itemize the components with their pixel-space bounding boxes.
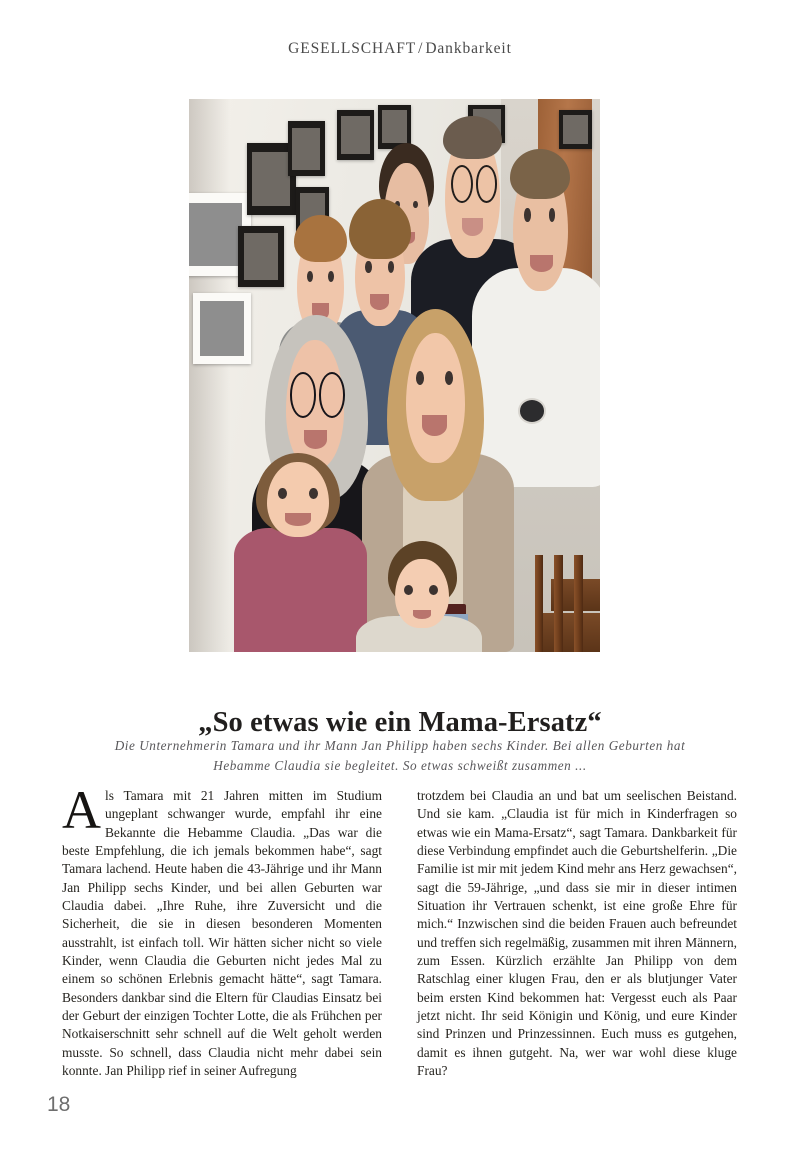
mouth [530, 255, 554, 272]
page-number: 18 [47, 1093, 71, 1116]
photo-scene [189, 99, 600, 652]
body-paragraph-right: trotzdem bei Claudia an und bat um seelischen Beistand. Und sie kam. „Claudia ist für mich in Kinderfragen so etwas wie ein Mama-Ersatz“, sagt Tamara. Dankbarkeit für diese Verbindung empfindet auch die Geburtshelferin. „Die Familie ist mir mit jedem Kind mehr ans Herz gewachsen“, sagt die 59-Jährige, „und dass sie mir in dieser intimen Situation ihr Vertrauen schenkt, ist eine große Ehre für mich.“ Inzwischen sind die beiden Frauen auch befreundet und treffen sich regelmäßig, zusammen mit ihren Männern, zum Essen. Kürzlich erzählte Jan Philipp von dem Ratschlag einer klugen Frau, den er als blutjunger Vater beim ersten Kind bekommen hat: Vergesst euch als Paar jetzt nicht. Ihr seid Königin und König, und eure Kinder sind Prinzen und Prinzessinnen. Euch muss es gutgehen, damit es ihnen gutgeht. Na, wer war wohl diese kluge Frau? [417, 788, 737, 1079]
wall-picture-frame [559, 110, 592, 149]
wall-picture-frame [238, 226, 283, 287]
eyeglasses [451, 165, 473, 203]
article-headline: „So etwas wie ein Mama-Ersatz“ [198, 707, 602, 739]
eye [429, 585, 438, 595]
mouth [422, 415, 447, 436]
article-body [62, 780, 738, 1081]
running-head-section: Dankbarkeit [425, 40, 512, 57]
person-toddler [370, 541, 469, 652]
baluster [574, 555, 583, 652]
eye [404, 585, 413, 595]
body-paragraph-left: Als Tamara mit 21 Jahren mitten im Studium ungeplant schwanger wurde, empfahl ihr eine Bekannte die Hebamme Claudia. „Das war die beste Empfehlung, die ich jemals bekommen habe“, sagt Tamara lachend. Heute haben die 43-Jährige und ihr Mann Jan Philipp sechs Kinder, und bei allen Geburten war Claudia dabei. „Ihre Ruhe, ihre Zuversicht und die Sicherheit, die sie in diesen besonderen Momenten ausstrahlt, ist einfach toll. Wir hätten sicher nicht so viele Kinder, wenn Claudia die Geburten nicht jedes Mal zu einem so schönen Erlebnis gemacht hätte“, sagt Tamara. Besonders dankbar sind die Eltern für Claudias Einsatz bei der Geburt der einzigen Tochter Lotte, die als Frühchen per Notkaiserschnitt sehr schnell auf die Welt geholt werden musste. So schnell, dass Claudia nicht mehr dabei sein konnte. Jan Philipp rief in seiner Aufregung [62, 780, 382, 1079]
eye [278, 488, 287, 499]
stair-step [543, 613, 600, 652]
person-daughter-lotte [242, 453, 353, 652]
wall-shadow [189, 99, 230, 652]
eye [388, 261, 394, 273]
wall-picture-frame [378, 105, 411, 149]
running-head-kicker: GESELLSCHAFT [288, 40, 417, 57]
running-head-separator: / [418, 40, 424, 57]
body-column-left [62, 780, 382, 1081]
baluster [535, 555, 544, 652]
running-head [0, 40, 800, 58]
eye [524, 208, 530, 221]
eye [416, 371, 424, 385]
wall-picture-frame [288, 121, 325, 176]
hair [510, 149, 570, 199]
sweater-mauve [234, 528, 367, 652]
person-eldest-son [489, 149, 596, 481]
body-column-right [417, 787, 737, 1081]
baluster [554, 555, 563, 652]
mouth [285, 513, 312, 526]
wristwatch [518, 398, 547, 424]
eyeglasses [290, 372, 316, 418]
eye [549, 208, 555, 221]
eye [365, 261, 371, 273]
article-standfirst: Die Unternehmerin Tamara und ihr Mann Jan Philipp haben sechs Kinder. Bei allen Geburten hat Hebamme Claudia sie begleitet. So etwas schweißt zusammen ... [114, 738, 686, 773]
hair [349, 199, 411, 259]
eyeglasses [319, 372, 345, 418]
hair [294, 215, 347, 261]
family-portrait-photo [189, 99, 600, 652]
eye [445, 371, 453, 385]
wall-picture-frame [193, 293, 251, 365]
wall-picture-frame [337, 110, 374, 160]
eye [328, 271, 334, 283]
mouth [413, 610, 431, 619]
